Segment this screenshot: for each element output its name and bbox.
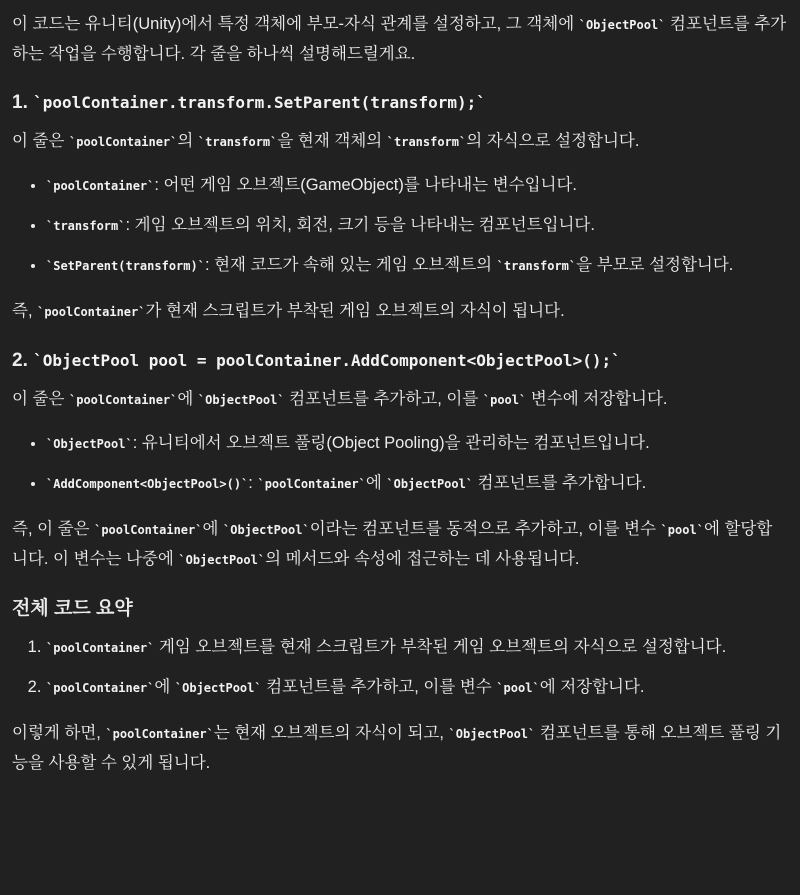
inline-code: `poolContainer` <box>69 393 178 407</box>
text-segment: 게임 오브젝트를 현재 스크립트가 부착된 게임 오브젝트의 자식으로 설정합니다. <box>154 638 727 656</box>
text-segment: 는 현재 오브젝트의 자식이 되고, <box>213 724 449 742</box>
text-segment: 을 부모로 설정합니다. <box>576 256 734 274</box>
bullet-list <box>12 171 788 281</box>
inline-code: `poolContainer` <box>37 305 146 319</box>
text-segment: 의 <box>177 132 198 150</box>
inline-code: `ObjectPool` <box>174 681 262 695</box>
inline-code: `ObjectPool` <box>578 18 666 32</box>
inline-code: `ObjectPool` <box>448 727 536 741</box>
inline-code: `pool` <box>482 393 527 407</box>
text-segment: 변수에 저장합니다. <box>526 390 668 408</box>
section-heading <box>12 89 788 117</box>
text-segment: 의 메서드와 속성에 접근하는 데 사용됩니다. <box>265 550 580 568</box>
inline-code: `pool` <box>660 523 704 537</box>
text-segment: 이렇게 하면, <box>12 724 106 742</box>
paragraph <box>12 515 788 575</box>
paragraph <box>12 385 788 415</box>
inline-code: `ObjectPool pool = poolContainer.AddComponent<ObjectPool>();` <box>33 351 621 370</box>
text-segment: 컴포넌트를 추가하는 작업을 수행합니다. 각 줄을 하나씩 설명해드릴게요. <box>12 15 787 63</box>
inline-code: `transform` <box>386 135 467 149</box>
text-segment: 이 줄은 <box>12 132 69 150</box>
inline-code: `transform` <box>496 259 577 273</box>
inline-code: `AddComponent<ObjectPool>()` <box>46 477 249 491</box>
inline-code: `poolContainer.transform.SetParent(transform);` <box>33 93 486 112</box>
list-item <box>46 211 788 241</box>
text-segment: 에 <box>177 390 198 408</box>
list-item <box>46 469 788 499</box>
text-segment: 컴포넌트를 통해 오브젝트 풀링 기능을 사용할 수 있게 됩니다. <box>12 724 782 772</box>
text-segment: 컴포넌트를 추가하고, 이를 <box>284 390 483 408</box>
text-segment: 가 현재 스크립트가 부착된 게임 오브젝트의 자식이 됩니다. <box>145 302 565 320</box>
inline-code: `poolContainer` <box>46 641 155 655</box>
text-segment: 에 저장합니다. <box>539 678 645 696</box>
text-segment: 이라는 컴포넌트를 동적으로 추가하고, 이를 변수 <box>309 520 661 538</box>
text-segment: 에 <box>202 520 223 538</box>
list-item <box>46 429 788 459</box>
text-segment: 이 코드는 유니티(Unity)에서 특정 객체에 부모-자식 관계를 설정하고, 그 객체에 <box>12 15 579 33</box>
text-segment: : 유니티에서 오브젝트 풀링(Object Pooling)을 관리하는 컴포넌트입니다. <box>132 434 650 452</box>
paragraph <box>12 719 788 778</box>
text-segment: 에 할당합니다. 이 변수는 나중에 <box>12 520 773 568</box>
text-segment: 컴포넌트를 추가합니다. <box>473 474 647 492</box>
text-segment: : 어떤 게임 오브젝트(GameObject)를 나타내는 변수입니다. <box>154 176 577 194</box>
list-item <box>46 673 788 703</box>
bullet-list <box>12 429 788 499</box>
text-segment: : <box>248 474 258 492</box>
inline-code: `poolContainer` <box>257 477 366 491</box>
inline-code: `poolContainer` <box>69 135 178 149</box>
section-heading <box>12 595 788 623</box>
text-segment: 즉, 이 줄은 <box>12 520 95 538</box>
inline-code: `ObjectPool` <box>197 393 285 407</box>
inline-code: `ObjectPool` <box>178 553 266 567</box>
inline-code: `poolContainer` <box>105 727 214 741</box>
inline-code: `poolContainer` <box>46 179 155 193</box>
paragraph <box>12 10 788 69</box>
text-segment: : 게임 오브젝트의 위치, 회전, 크기 등을 나타내는 컴포넌트입니다. <box>125 216 595 234</box>
text-segment: 을 현재 객체의 <box>277 132 387 150</box>
text-segment: 2. <box>12 350 34 371</box>
numbered-list <box>12 633 788 703</box>
inline-code: `poolContainer` <box>94 523 203 537</box>
inline-code: `SetParent(transform)` <box>46 259 205 273</box>
inline-code: `transform` <box>197 135 278 149</box>
inline-code: `ObjectPool` <box>223 523 310 537</box>
text-segment: 에 <box>154 678 175 696</box>
inline-code: `transform` <box>46 219 126 233</box>
paragraph <box>12 297 788 327</box>
inline-code: `ObjectPool` <box>46 437 133 451</box>
inline-code: `poolContainer` <box>46 681 155 695</box>
list-item <box>46 171 788 201</box>
inline-code: `pool` <box>496 681 540 695</box>
list-item <box>46 633 788 663</box>
inline-code: `ObjectPool` <box>386 477 474 491</box>
text-segment: 의 자식으로 설정합니다. <box>466 132 640 150</box>
text-segment: 에 <box>365 474 387 492</box>
text-segment: 컴포넌트를 추가하고, 이를 변수 <box>261 678 497 696</box>
text-segment: : 현재 코드가 속해 있는 게임 오브젝트의 <box>204 256 497 274</box>
text-segment: 즉, <box>12 302 38 320</box>
list-item <box>46 251 788 281</box>
section-heading <box>12 347 788 375</box>
text-segment: 이 줄은 <box>12 390 69 408</box>
paragraph <box>12 127 788 157</box>
text-segment: 1. <box>12 92 34 113</box>
text-segment: 전체 코드 요약 <box>12 598 133 619</box>
